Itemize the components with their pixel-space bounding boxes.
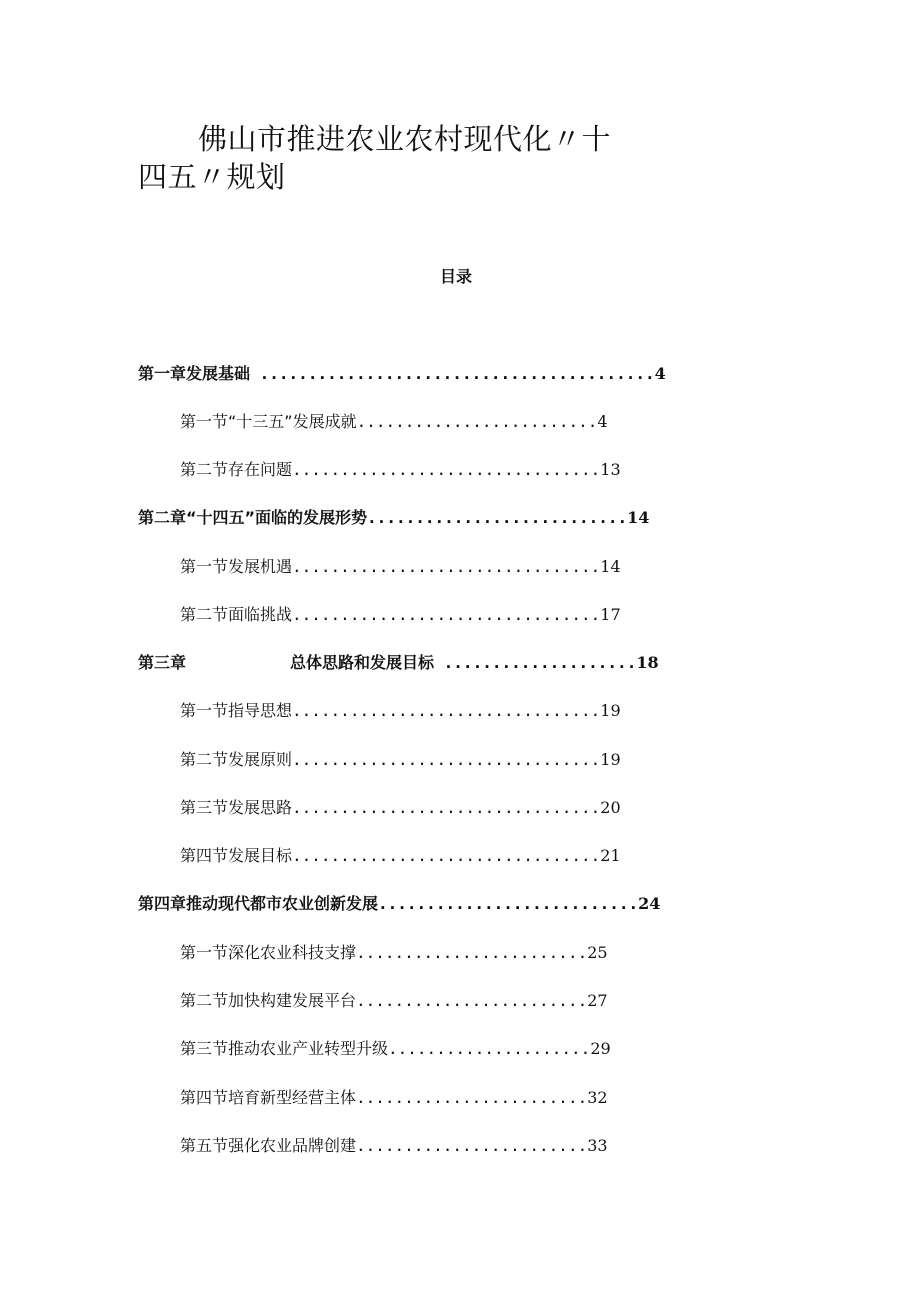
- toc-section-2-1[interactable]: [180, 556, 621, 578]
- toc-label: 第四节发展目标: [180, 846, 293, 865]
- toc-chapter-2[interactable]: [138, 507, 649, 529]
- toc-leader: ................................: [292, 605, 601, 624]
- toc-section-4-4[interactable]: [180, 1087, 608, 1109]
- toc-label: 第四节培育新型经营主体: [180, 1088, 357, 1107]
- toc-section-3-2[interactable]: [180, 749, 621, 771]
- toc-label: 第三节推动农业产业转型升级: [180, 1039, 389, 1058]
- toc-page-number: 20: [600, 798, 621, 817]
- toc-label: 第一节深化农业科技支撑: [180, 943, 357, 962]
- toc-label-continued: 总体思路和发展目标: [290, 653, 435, 672]
- toc-label: 第一章发展基础: [138, 364, 251, 383]
- toc-section-3-4[interactable]: [180, 845, 621, 867]
- toc-label: 第二节加快构建发展平台: [180, 991, 357, 1010]
- toc-label: 第三章: [138, 653, 187, 672]
- document-title: 佛山市推进农业农村现代化〃十四五〃规划: [138, 122, 612, 194]
- toc-page-number: 19: [600, 750, 621, 769]
- toc-label: 第一节指导思想: [180, 701, 293, 720]
- toc-section-1-2[interactable]: [180, 459, 621, 481]
- toc-leader: .....................: [388, 1039, 591, 1058]
- toc-leader: ........................: [356, 1088, 588, 1107]
- toc-leader: ........................: [356, 991, 588, 1010]
- toc-page-number: 17: [600, 605, 621, 624]
- toc-label: 第四章推动现代都市农业创新发展: [138, 894, 379, 913]
- toc-chapter-1[interactable]: [138, 363, 666, 385]
- toc-page-number: 4: [597, 412, 608, 431]
- toc-section-4-2[interactable]: [180, 990, 608, 1012]
- toc-page-number: 18: [636, 653, 659, 672]
- toc-section-3-1[interactable]: [180, 700, 621, 722]
- toc-leader: ....................: [434, 653, 637, 672]
- toc-page-number: 21: [600, 846, 621, 865]
- toc-chapter-3[interactable]: [138, 652, 659, 674]
- toc-page-number: 24: [638, 894, 661, 913]
- toc-page-number: 19: [600, 701, 621, 720]
- toc-leader: ................................: [292, 798, 601, 817]
- toc-label: 第五节强化农业品牌创建: [180, 1136, 357, 1155]
- toc-leader: ................................: [292, 750, 601, 769]
- toc-leader: ...........................: [367, 508, 628, 527]
- toc-section-3-3[interactable]: [180, 797, 621, 819]
- toc-leader: .........................................: [250, 364, 655, 383]
- toc-page-number: 14: [627, 508, 650, 527]
- toc-label: 第二节存在问题: [180, 460, 293, 479]
- toc-label: 第二节面临挑战: [180, 605, 293, 624]
- toc-section-2-2[interactable]: [180, 604, 621, 626]
- toc-leader: .........................: [356, 412, 598, 431]
- toc-leader: ...........................: [378, 894, 639, 913]
- toc-heading: 目录: [439, 267, 472, 286]
- toc-section-4-3[interactable]: [180, 1038, 611, 1060]
- toc-page-number: 4: [654, 364, 666, 383]
- toc-page-number: 32: [587, 1088, 608, 1107]
- toc-page-number: 13: [600, 460, 621, 479]
- toc-page-number: 25: [587, 943, 608, 962]
- toc-chapter-4[interactable]: [138, 893, 660, 915]
- toc-leader: ................................: [292, 557, 601, 576]
- toc-leader: ................................: [292, 460, 601, 479]
- toc-leader: ................................: [292, 846, 601, 865]
- toc-label: 第二节发展原则: [180, 750, 293, 769]
- toc-page-number: 14: [600, 557, 621, 576]
- toc-label: 第一节发展机遇: [180, 557, 293, 576]
- toc-leader: ........................: [356, 1136, 588, 1155]
- toc-page-number: 27: [587, 991, 608, 1010]
- toc-leader: ........................: [356, 943, 588, 962]
- toc-label: 第三节发展思路: [180, 798, 293, 817]
- toc-label: 第二章“十四五”面临的发展形势: [138, 508, 368, 527]
- toc-label: 第一节“十三五”发展成就: [180, 412, 357, 431]
- toc-section-4-5[interactable]: [180, 1135, 608, 1157]
- toc-section-1-1[interactable]: [180, 411, 608, 433]
- toc-page-number: 29: [590, 1039, 611, 1058]
- toc-leader: ................................: [292, 701, 601, 720]
- toc-section-4-1[interactable]: [180, 942, 608, 964]
- toc-page-number: 33: [587, 1136, 608, 1155]
